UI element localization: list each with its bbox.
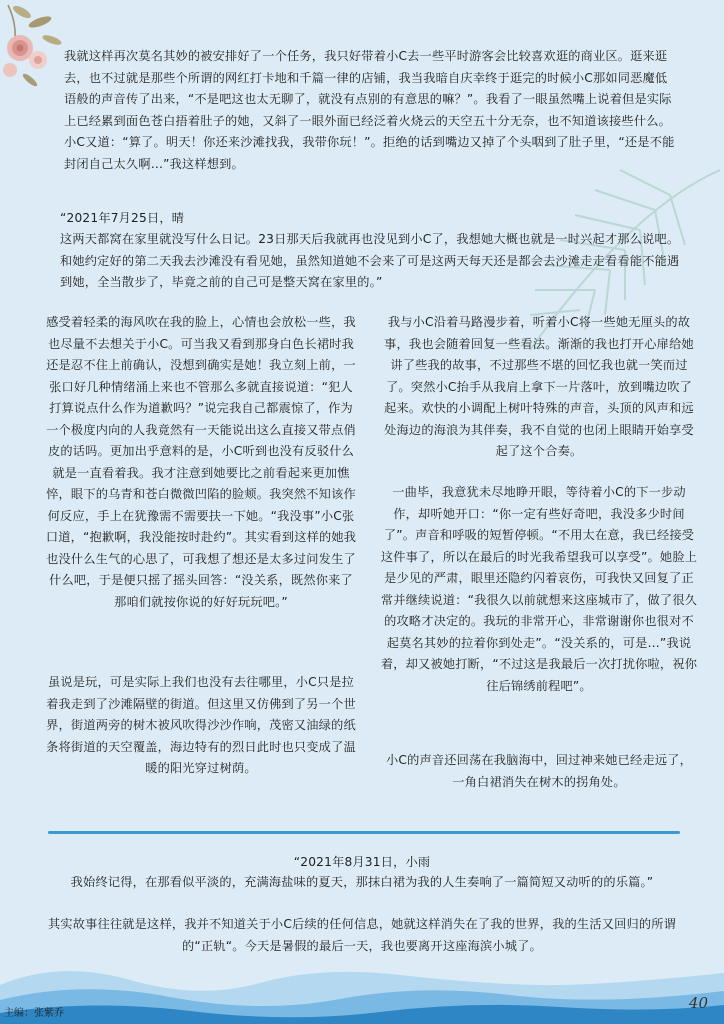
intro-paragraph: 我就这样再次莫名其妙的被安排好了一个任务，我只好带着小C去一些平时游客会比较喜欢逛的商业区。逛来逛去，也不过就是那些个所谓的网红打卡地和千篇一律的店铺，我当我暗自庆幸终于逛完的时候小C那如同恶魔低语般的声音传了出来，“不是吧这也太无聊了，就没有点别的有意思的嘛？”。我看了一眼虽然嘴上说着但是实际上已经累到面色苍白捂着肚子的她，又斜了一眼外面已经泛着火烧云的天空五十分无奈，也不知道该接些什么。小C又道：“算了。明天！你还来沙滩找我，我带你玩！”。拒绝的话到嘴边又掉了个头咽到了肚子里，“还是不能封闭自己太久啊…”我这样想到。 — [64, 49, 675, 171]
closing-paragraph: 其实故事往往就是这样，我并不知道关于小C后续的任何信息，她就这样消失在了我的世界，我的生活又回归的所谓的“正轨“。今天是暑假的最后一天，我也要离开这座海滨小城了。 — [47, 917, 677, 953]
right-column-paragraph-3: 小C的声音还回荡在我脑海中，回过神来她已经走远了，一角白裙消失在树木的拐角处。 — [385, 753, 692, 789]
diary-entry-july: 这两天都窝在家里就没写什么日记。23日那天后我就再也没见到小C了，我想她大概也就是一时兴起才那么说吧。和她约定好的第二天我去沙滩没有看见她，虽然知道她不会来了可是这两天每天还是都会去沙滩走走看看能不能遇到她，全当散步了，毕竟之前的自己可是整天窝在家里的。” — [60, 232, 680, 289]
page-number: 40 — [688, 994, 708, 1012]
diary-entry-august: 我始终记得，在那看似平淡的，充满海盐味的夏天，那抹白裙为我的人生奏响了一篇简短又动听的的乐篇。” — [70, 875, 654, 889]
left-column-paragraph-2: 虽说是玩，可是实际上我们也没有去往哪里，小C只是拉着我走到了沙滩隔壁的街道。但这里又仿佛到了另一个世界，街道两旁的树木被风吹得沙沙作响，茂密又油绿的纸条将街道的天空覆盖，海边特有的烈日此时也只变成了温暖的阳光穿过树荫。 — [46, 675, 356, 775]
flower-decoration-icon — [0, 0, 70, 95]
diary-date-august: “2021年8月31日，小雨 — [293, 855, 431, 869]
section-divider — [48, 831, 680, 834]
right-column-paragraph-2: 一曲毕，我意犹未尽地睁开眼，等待着小C的下一步动作，却听她开口：“你一定有些好奇吧，我没多少时间了”。声音和呼吸的短暂停顿。“不用太在意，我已经接受这件事了，所以在最后的时光我希望我可以享受”。她脸上是少见的严肃，眼里还隐约闪着哀伤，可我快又回复了正常并继续说道：“我很久以前就想来这座城市了，做了很久的攻略才决定的。我玩的非常开心，非常谢谢你也很对不起莫名其妙的拉着你到处走”。“没关系的，可是…”我说着，却又被她打断，“不过这是我最后一次打扰你啦，祝你往后锦绣前程吧”。 — [380, 485, 698, 693]
right-column-paragraph-1: 我与小C沿着马路漫步着，听着小C将一些她无厘头的故事，我也会随着回复一些看法。渐渐的我也打开心扉给她讲了些我的故事，不过那些不堪的回忆我也就一笑而过了。突然小C抬手从我肩上拿下一片落叶，放到嘴边吹了起来。欢快的小调配上树叶特殊的声音，头顶的风声和远处海边的海浪为其伴奏，我不自觉的也闭上眼睛开始享受起了这个合奏。 — [384, 315, 694, 458]
wave-decoration-icon — [0, 955, 724, 1024]
editor-credit: 主编：张紫乔 — [4, 1008, 64, 1019]
left-column-paragraph-1: 感受着轻柔的海风吹在我的脸上，心情也会放松一些，我也尽量不去想关于小C。可当我又看到那身白色长裙时我还是忍不住上前确认，没想到确实是她！我立刻上前，一张口好几种情绪涌上来也不管那么多就直接说道：“犯人打算说点什么作为道歉吗？”说完我自己都震惊了，作为一个极度内向的人我竟然有一天能说出这么直接又带点俏皮的话吗。更加出乎意料的是，小C听到也没有反驳什么就是一直看着我。我才注意到她要比之前看起来更加憔悴，眼下的乌青和苍白微微凹陷的脸颊。我突然不知该作何反应，手上在犹豫需不需要扶一下她。“我没事”小C张口道，“抱歉啊，我没能按时赴约”。其实看到这样的她我也没什么生气的心思了，可我想了想还是太多过问发生了什么吧，于是便只摇了摇头回答：“没关系，既然你来了那咱们就按你说的好好玩玩吧。” — [45, 315, 357, 609]
diary-date-july: “2021年7月25日，晴 — [60, 211, 185, 225]
